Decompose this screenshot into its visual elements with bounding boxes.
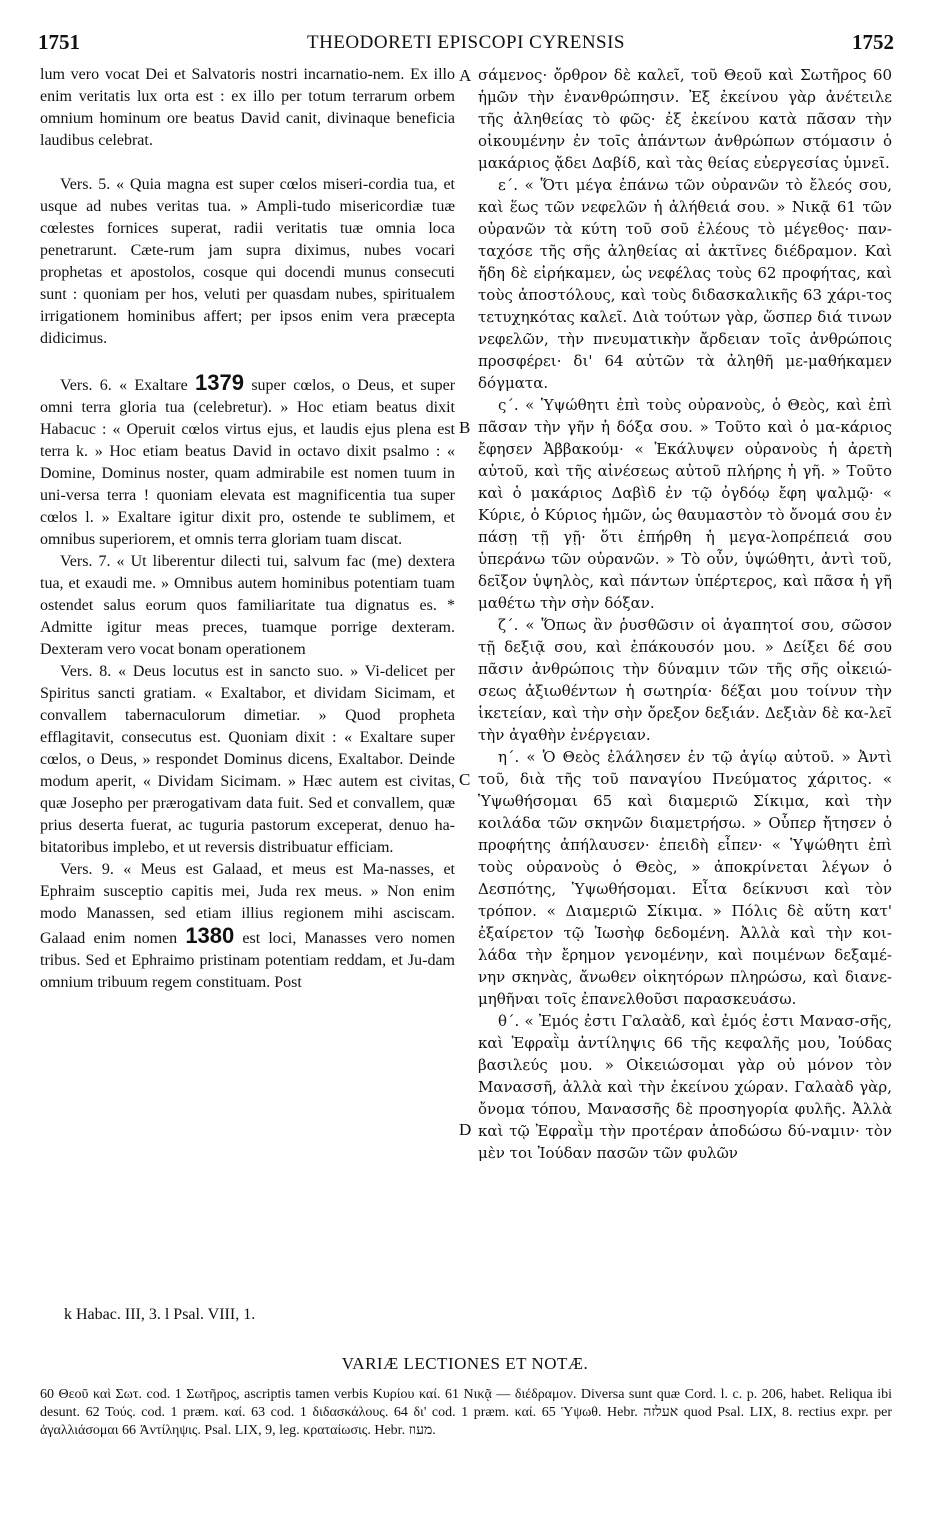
column-number-1379: 1379 — [195, 370, 244, 395]
latin-paragraph-vers-8: Vers. 8. « Deus locutus est in sancto suo. » Vi-delicet per Spiritus sancti gratiam. « Exaltabor, et dividam Sicimam, et convallem tabernaculorum dimetiar. » Quod propheta efflagitavit, consecutus est. Quoniam dixit : « Exaltare super cœlos, o Deus, » respondet Dominus dicens, Exaltabor. Deinde modum aperit, « Dividam Sicimam. » Hæc autem est civitas, quæ Josepho per prærogativam data fuit. Sed et convallem, quæ prius deserta fuerat, ac tuguria pastorum exceperat, denuo ha-bitatoribus implebo, et ut reversis distribuatur efficiam. — [40, 663, 455, 856]
latin-paragraph-vers-9 — [40, 859, 455, 994]
scripture-footnotes: k Habac. III, 3. l Psal. VIII, 1. — [64, 1306, 256, 1323]
latin-paragraph-vers-5: Vers. 5. « Quia magna est super cœlos miseri-cordia tua, et usque ad nubes veritas tua. » Ampli-tudo misericordiæ tuæ cœlestes fornices superat, radii veritatis tuæ omnia loca penetrarunt. Cæte-rum jam supra diximus, nubes vocari prophetas et apostolos, cosque qui docendi munus consecuti sunt : quoniam per hos, veluti per quasdam nubes, spiritualem irrigationem hominibus affert; per ipsos enim vera præcepta didicimus. — [40, 176, 455, 347]
column-number-1380: 1380 — [185, 923, 235, 948]
greek-paragraph-verse-9: θ΄. « Ἐμός ἐστι Γαλαὰδ, καὶ ἐμός ἐστι Μανασ-σῆς, καὶ Ἐφραῒμ ἀντίληψις 66 τῆς κεφαλῆς μου, Ἰούδας βασιλεύς μου. » Οἰκειώσομαι γὰρ οὐ μόνον τὸν Μανασσῆ, ἀλλὰ καὶ τὴν ἐκείνου χώραν. Γαλαὰδ γὰρ, ὄνομα τόπου, Μανασσῆς δὲ προσηγορία φυλῆς. Ἀλλὰ καὶ τῷ Ἐφραῒμ τὴν προτέραν ἀποδώσω δύ-ναμιν· τὸν μὲν τοι Ἰούδαν πασῶν τῶν φυλῶν — [478, 1012, 892, 1162]
greek-paragraph-verse-8: η΄. « Ὁ Θεὸς ἐλάλησεν ἐν τῷ ἁγίῳ αὐτοῦ. » Ἀντὶ τοῦ, διὰ τῆς τοῦ παναγίου Πνεύματος χάριτος. « Ὑψωθήσομαι 65 καὶ διαμεριῶ Σίκιμα, καὶ τὴν κοιλάδα τῶν σκηνῶν διαμετρήσω. » Οὗπερ ἤτησεν ὁ προφήτης ἀπήλαυσεν· ἐπειδὴ εἶπεν· « Ὑψώθητι ἐπὶ τοὺς οὐρανοὺς ὁ Θεὸς, » ἀποκρίνεται λέγων ὁ Δεσπότης, Ὑψωθήσομαι. Εἶτα δείκνυσι καὶ τὸν τρόπον. « Διαμεριῶ Σίκιμα. » Πόλις δὲ αὕτη κατ' ἐξαίρετον τῷ Ἰωσὴφ δεδομένη. Ἀλλὰ καὶ τὴν κοι-λάδα τὴν ἔρημον γενομένην, καὶ ποιμένων δεξαμέ-νην σκηνὰς, ἄνωθεν οἰκητόρων πληρώσω, καὶ διανε-μηθῆναι τοῖς ἐπανελθοῦσι παρασκευάσω. — [478, 748, 892, 1008]
vers-9-lead: Vers. 9. « Meus est Galaad, et meus est Ma-nasses, et Ephraim susceptio capitis mei, Juda rex meus. » Non enim modo Manassen, sed etiam illius regionem mihi asciscam. Galaad enim nomen — [40, 861, 455, 947]
greek-paragraph-verse-5: ε΄. « Ὅτι μέγα ἐπάνω τῶν οὐρανῶν τὸ ἔλεός σου, καὶ ἕως τῶν νεφελῶν ἡ ἀλήθειά σου. » Νικᾷ 61 τῶν οὐρανῶν τὰ κύτη τοῦ σοῦ ἐλέους τὸ μέγεθος· παν-ταχόσε τῆς σῆς ἀληθείας αἱ ἀκτῖνες διέδραμον. Καὶ ἤδη δὲ εἰρήκαμεν, ὡς νεφέλας τοὺς 62 προφήτας, καὶ τοὺς ἀποστόλους, καὶ τοὺς διδασκαλικῆς 63 χάρι-τος τετυχηκότας καλεῖ. Διὰ τούτων γὰρ, ὥσπερ διά τινων νεφελῶν, τὴν πνευματικὴν ἄρδειαν τοῖς ἀνθρώποις προσφέρει· δι' 64 αὐτῶν τὰ ἀληθῆ με-μαθήκαμεν δόγματα. — [478, 176, 892, 392]
page-number-left: 1751 — [38, 30, 80, 54]
running-title: THEODORETI EPISCOPI CYRENSIS — [306, 32, 626, 53]
latin-paragraph-vers-7: Vers. 7. « Ut liberentur dilecti tui, salvum fac (me) dextera tua, et exaudi me. » Omnibus autem hominibus potentiam tuam ostendet salus eorum quos familiaritate tua dignatus es. * Admitte igitur meas preces, tuamque porrige dexteram. Dexteram vero vocat bonam operationem — [40, 553, 455, 658]
margin-letter-a: A — [459, 66, 472, 85]
margin-letter-c: C — [459, 770, 471, 789]
greek-paragraph-verse-7: ζ΄. « Ὅπως ἂν ῥυσθῶσιν οἱ ἀγαπητοί σου, σῶσον τῇ δεξιᾷ σου, καὶ ἐπάκουσόν μου. » Δείξει δέ σου πᾶσιν ἀνθρώποις τὴν δύναμιν τῶν τῆς σῆς οἰκειώ-σεως ἀξιωθέντων ἡ σωτηρία· δέξαι μου τοίνυν τὴν ἱκετείαν, καὶ τὴν σὴν ὄρεξον δεξιάν. Δεξιὰν δὲ κα-λεῖ τὴν ἀγαθὴν ἐνέργειαν. — [478, 616, 892, 744]
greek-paragraph-1: σάμενος· ὄρθρον δὲ καλεῖ, τοῦ Θεοῦ καὶ Σωτῆρος 60 ἡμῶν τὴν ἐνανθρώπησιν. Ἐξ ἐκείνου γὰρ ἀνέτειλε τῆς ἀληθείας τὸ φῶς· ἐξ ἐκείνου κατὰ πᾶσαν τὴν οἰκουμένην ἐν τοῖς ἁπάντων ἀνθρώπων στόμασιν ὁ μακάριος ᾄδει Δαβίδ, καὶ τὰς θείας εὐεργεσίας ὑμνεῖ. — [478, 66, 892, 172]
margin-letter-d: D — [459, 1120, 472, 1139]
greek-column — [478, 64, 892, 1164]
latin-paragraph-vers-6 — [40, 372, 455, 551]
page-number-right: 1752 — [852, 30, 894, 54]
greek-paragraph-verse-6: ς΄. « Ὑψώθητι ἐπὶ τοὺς οὐρανοὺς, ὁ Θεὸς, καὶ ἐπὶ πᾶσαν τὴν γῆν ἡ δόξα σου. » Τοῦτο καὶ ὁ μα-κάριος ἔφησεν Ἀββακούμ· « Ἐκάλυψεν οὐρανοὺς ἡ ἀρετὴ αὐτοῦ, καὶ τῆς αἰνέσεως αὐτοῦ πλήρης ἡ γῆ. » Τοῦτο καὶ ὁ μακάριος Δαβὶδ ἐν τῷ ὀγδόῳ ἔφη ψαλμῷ· « Κύριε, ὁ Κύριος ἡμῶν, ὡς θαυμαστὸν τὸ ὄνομά σου ἐν πάσῃ τῇ γῇ· ὅτι ἐπήρθη ἡ μεγα-λοπρέπειά σου ὑπεράνω τῶν οὐρανῶν. » Τὸ οὖν, ὑψώθητι, ἀντὶ τοῦ, δεῖξον ὑψηλὸς, καὶ πάντων ὑπέρτερος, καὶ πᾶσα ἡ γῆ μαθέτω τὴν σὴν δόξαν. — [478, 396, 892, 612]
margin-letter-b: B — [459, 418, 471, 437]
vers-9-text: est loci, Manasses vero nomen tribus. Sed et Ephraimo pristinam potentiam reddam, et Ju-dam omnium tribuum regem constituam. Post — [40, 930, 455, 991]
latin-paragraph-1: lum vero vocat Dei et Salvatoris nostri incarnatio-nem. Ex illo enim veritatis lux orta est : ex illo per totum terrarum orbem omnium hominum ore beatus David canit, divinaque beneficia laudibus celebrat. — [40, 66, 455, 149]
vers-6-lead: Vers. 6. « Exaltare — [60, 377, 188, 394]
variae-lectiones-heading: VARIÆ LECTIONES ET NOTÆ. — [341, 1354, 589, 1373]
running-header — [38, 30, 894, 56]
vers-6-text: super cœlos, o Deus, et super omni terra gloria tua (celebretur). » Hoc etiam beatus dixit Habacuc : « Operuit cœlos virtus ejus, et laudis ejus plena est terra k. » Hoc etiam beatus David in octavo dixit psalmo : « Domine, Dominus noster, quam admirabile est nomen tuum in uni-versa terra ! quoniam elevata est magnificentia tua super cœlos l. » Exaltare igitur dixit pro, ostende te sublimem, et omnibus superiorem, et omnis terra gloriam tuam discat. — [40, 377, 456, 548]
latin-column — [40, 64, 455, 994]
variae-notes-text: 60 Θεοῦ καὶ Σωτ. cod. 1 Σωτῆρος, ascriptis tamen verbis Κυρίου καί. 61 Νικᾷ — διέδραμον. Diversa sunt quæ Cord. l. c. p. 206, habet. Reliqua ibi desunt. 62 Τούς. cod. 1 præm. καί. 63 cod. 1 διδασκάλους. 64 δι' cod. 1 præm. καί. 65 Ὑψωθ. Hebr. אעלזה quod Psal. LIX, 8. rectius expr. per ἀγαλλιάσομαι 66 Ἀντίληψις. Psal. LIX, 9, leg. κραταίωσις. Hebr. מעוז. — [40, 1387, 892, 1438]
variae-lectiones-notes — [40, 1386, 892, 1440]
